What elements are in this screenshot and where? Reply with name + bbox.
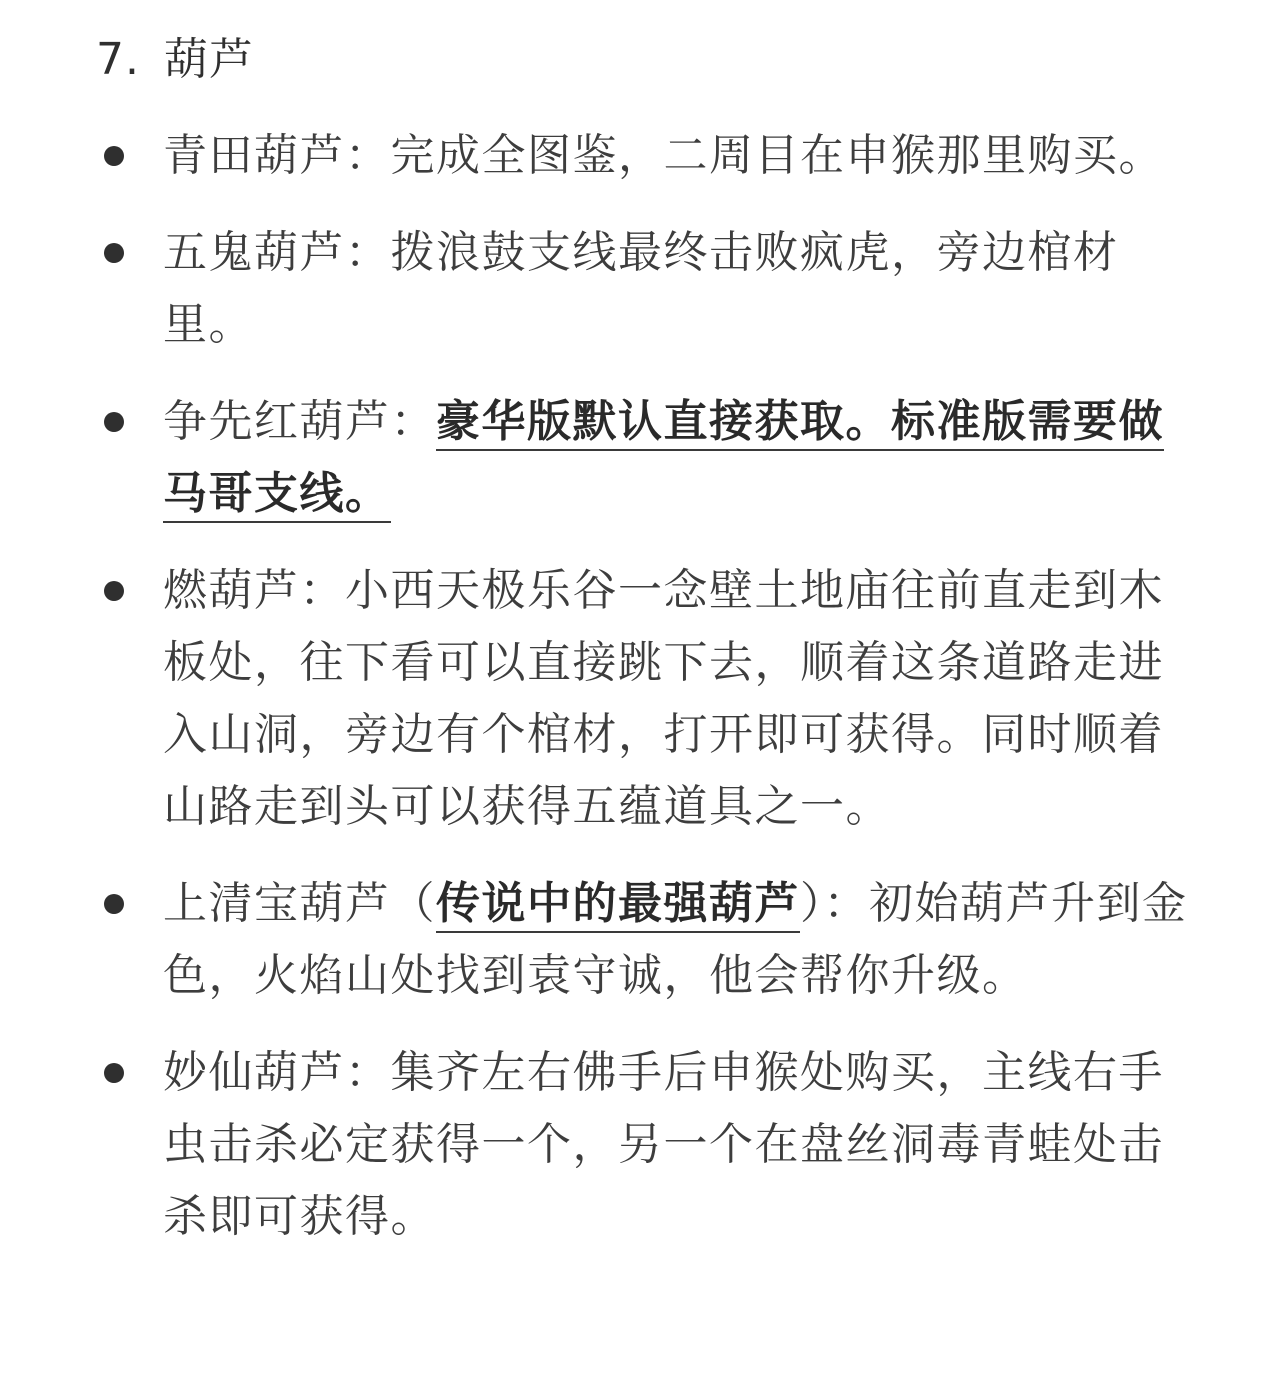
bullet-icon [104,1063,124,1083]
bullet-icon [104,894,124,914]
item-highlight: 传说中的最强葫芦 [436,878,800,933]
bullet-icon [104,146,124,166]
item-name: 上清宝葫芦 [163,878,391,929]
list-item-wugui-gourd [0,217,1267,361]
bullet-icon [104,412,124,432]
bullet-icon [104,243,124,263]
bullet-icon [104,581,124,601]
item-separator: ： [345,227,391,278]
item-separator: ： [345,130,391,181]
item-description: 初始葫芦升到金色，火焰山处找到袁守诚，他会帮你升级。 [163,878,1188,1001]
item-separator: ： [345,1047,391,1098]
section-heading [96,28,254,92]
paren-close: ） [800,878,824,929]
item-name: 妙仙葫芦 [163,1047,345,1098]
list-item-zhengxianhong-gourd [0,386,1267,530]
list-item-ran-gourd [0,555,1267,843]
item-name: 争先红葫芦 [163,396,391,447]
gourd-list [0,120,1267,1278]
item-highlight: 豪华版默认直接获取。标准版需要做马哥支线。 [163,396,1164,523]
list-item-qingtian-gourd [0,120,1267,192]
item-description: 小西天极乐谷一念壁土地庙往前直走到木板处，往下看可以直接跳下去，顺着这条道路走进入山洞，旁边有个棺材，打开即可获得。同时顺着山路走到头可以获得五蕴道具之一。 [163,565,1164,832]
item-name: 青田葫芦 [163,130,345,181]
item-separator: ： [390,396,436,447]
list-item-shangqingbao-gourd [0,868,1267,1012]
list-item-miaoxian-gourd [0,1037,1267,1253]
item-name: 燃葫芦 [163,565,300,616]
item-name: 五鬼葫芦 [163,227,345,278]
item-description: 集齐左右佛手后申猴处购买，主线右手虫击杀必定获得一个，另一个在盘丝洞毒青蛙处击杀即可获得。 [163,1047,1164,1242]
item-description: 完成全图鉴，二周目在申猴那里购买。 [390,130,1164,181]
item-separator: ： [299,565,345,616]
item-separator: ： [823,878,869,929]
section-title: 葫芦 [164,34,254,85]
section-number: 7. [96,34,140,85]
item-description: 拨浪鼓支线最终击败疯虎，旁边棺材里。 [163,227,1119,350]
paren-open: （ [390,878,436,929]
